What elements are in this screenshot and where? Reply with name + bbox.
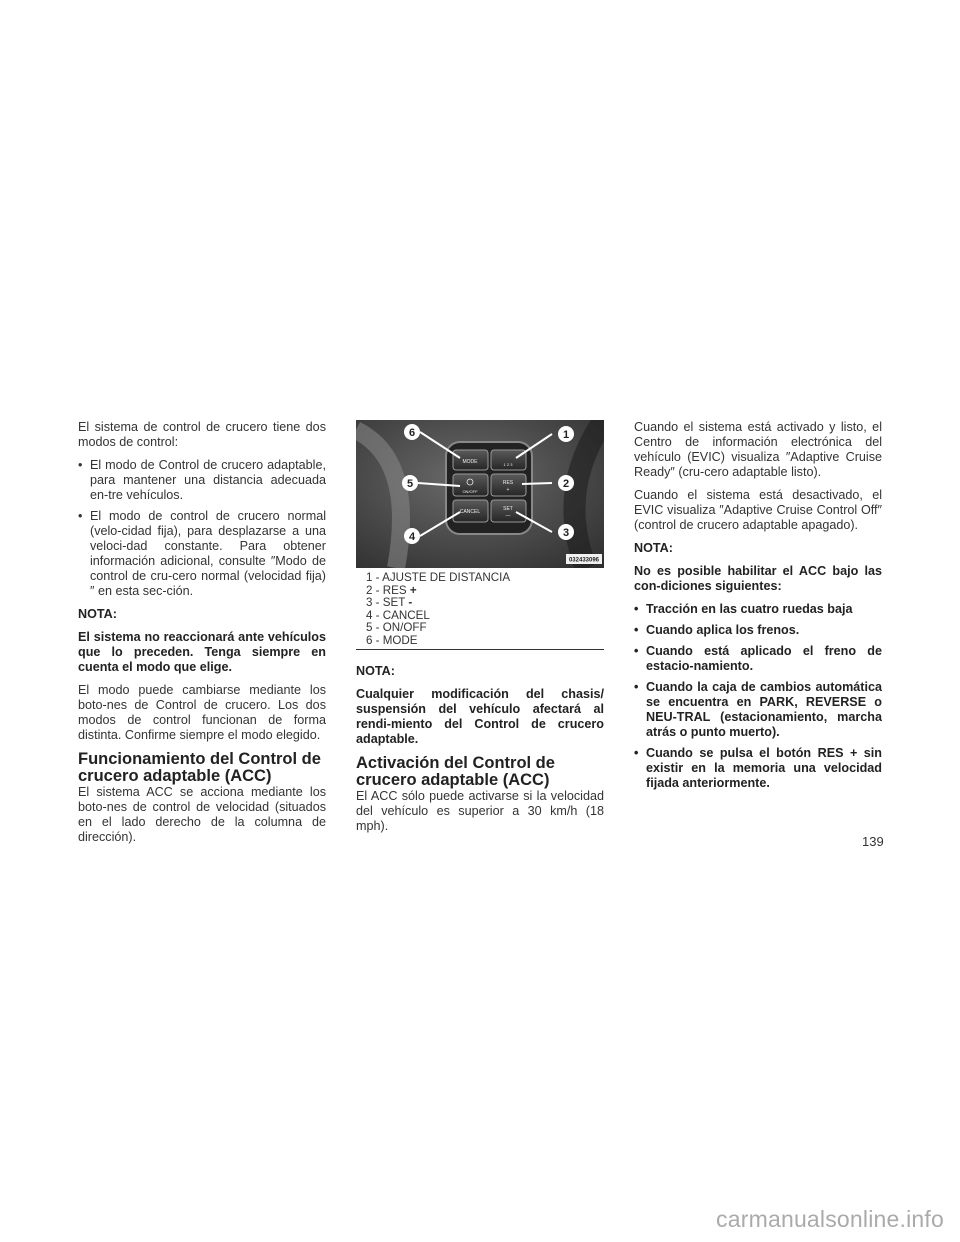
legend-item: 5 - ON/OFF — [366, 621, 427, 634]
set-button — [491, 500, 526, 522]
note-text: Cualquier modificación del chasis/ suspensión del vehículo afectará al rendi-miento del Control de crucero adaptable. — [356, 687, 604, 746]
legend-item: 2 - RES + — [366, 583, 417, 597]
mode-button — [453, 450, 488, 470]
image-code: 032433096 — [568, 557, 600, 564]
acc-activation-paragraph: El ACC sólo puede activarse si la velocidad del vehículo es superior a 30 km/h (18 mph). — [356, 789, 604, 833]
list-item: • Cuando está aplicado el freno de estacio-namiento. — [634, 644, 882, 674]
note-text: No es posible habilitar el ACC bajo las con-diciones siguientes: — [634, 564, 882, 593]
svg-text:+: + — [506, 487, 510, 493]
column-right — [634, 420, 882, 799]
svg-text:4: 4 — [408, 531, 416, 543]
note-label: NOTA: — [78, 607, 117, 621]
list-item: • El modo de control de crucero normal (velo-cidad fija), para desplazarse a una veloci-dad constante. Para obtener información adicional, consulte ″Modo de control de cru-cero normal (velocidad fija)″ en esta sec-ción. — [78, 509, 326, 599]
callout-2 — [558, 475, 574, 491]
callout-4 — [404, 528, 420, 544]
column-left — [78, 420, 326, 853]
svg-text:1 2 3: 1 2 3 — [503, 462, 513, 467]
legend-item: 3 - SET - — [366, 596, 413, 609]
svg-text:RES: RES — [502, 480, 514, 486]
cancel-button — [453, 500, 488, 522]
callout-5 — [402, 475, 418, 491]
figure-legend — [356, 572, 604, 650]
steering-wheel-buttons-figure — [356, 420, 604, 568]
intro-paragraph: El sistema de control de crucero tiene dos modos de control: — [78, 420, 326, 449]
svg-text:5: 5 — [406, 478, 414, 490]
svg-text:6: 6 — [408, 427, 416, 439]
svg-text:MODE: MODE — [462, 459, 478, 465]
svg-text:CANCEL: CANCEL — [459, 509, 481, 515]
control-modes-list — [78, 458, 326, 599]
mode-change-paragraph: El modo puede cambiarse mediante los boto-nes de Control de crucero. Los dos modos de control funcionan de forma distinta. Confirme siempre el modo elegido. — [78, 683, 326, 742]
list-item: • Tracción en las cuatro ruedas baja — [634, 602, 882, 617]
note-text: El sistema no reaccionará ante vehículos que lo preceden. Tenga siempre en cuenta el modo que elige. — [78, 630, 326, 674]
svg-text:2: 2 — [562, 478, 570, 490]
acc-operation-paragraph: El sistema ACC se acciona mediante los boto-nes de control de velocidad (situados en el lado derecho de la columna de dirección). — [78, 785, 326, 844]
note-label: NOTA: — [356, 664, 395, 678]
section-heading-acc-operation: Funcionamiento del Control de crucero adaptable (ACC) — [78, 750, 321, 785]
system-ready-paragraph: Cuando el sistema está activado y listo, el Centro de información electrónica del vehículo (EVIC) visualiza ″Adaptive Cruise Ready″ (cru-cero adaptable listo). — [634, 420, 882, 479]
list-item: • Cuando se pulsa el botón RES + sin existir en la memoria una velocidad fijada anteriormente. — [634, 746, 882, 791]
legend-item: 6 - MODE — [366, 633, 418, 647]
svg-text:ON/OFF: ON/OFF — [462, 489, 478, 494]
list-item: • El modo de Control de crucero adaptable, para mantener una distancia adecuada en-tre vehículos. — [78, 458, 326, 503]
svg-text:1: 1 — [562, 429, 570, 441]
svg-text:SET: SET — [503, 506, 513, 512]
svg-text:—: — — [505, 513, 511, 519]
steering-wheel-illustration — [356, 420, 604, 568]
watermark: carmanualsonline.info — [716, 1206, 944, 1232]
column-middle — [356, 420, 604, 842]
list-item: • Cuando aplica los frenos. — [634, 623, 882, 638]
legend-item: 4 - CANCEL — [366, 608, 430, 622]
note-label: NOTA: — [634, 541, 673, 555]
list-item: • Cuando la caja de cambios automática se encuentra en PARK, REVERSE o NEU-TRAL (estacionamiento, marcha atrás o punto muerto). — [634, 680, 882, 740]
callout-3 — [558, 524, 574, 540]
section-heading-acc-activation: Activación del Control de crucero adaptable (ACC) — [356, 754, 555, 789]
conditions-list — [634, 602, 882, 791]
system-off-paragraph: Cuando el sistema está desactivado, el EVIC visualiza ″Adaptive Cruise Control Off″ (control de crucero adaptable apagado). — [634, 488, 882, 532]
legend-item: 1 - AJUSTE DE DISTANCIA — [366, 571, 511, 584]
page-number: 139 — [862, 834, 884, 849]
res-button — [491, 474, 526, 496]
distance-button — [491, 450, 526, 470]
callout-6 — [404, 424, 420, 440]
callout-1 — [558, 426, 574, 442]
svg-text:3: 3 — [562, 527, 570, 539]
